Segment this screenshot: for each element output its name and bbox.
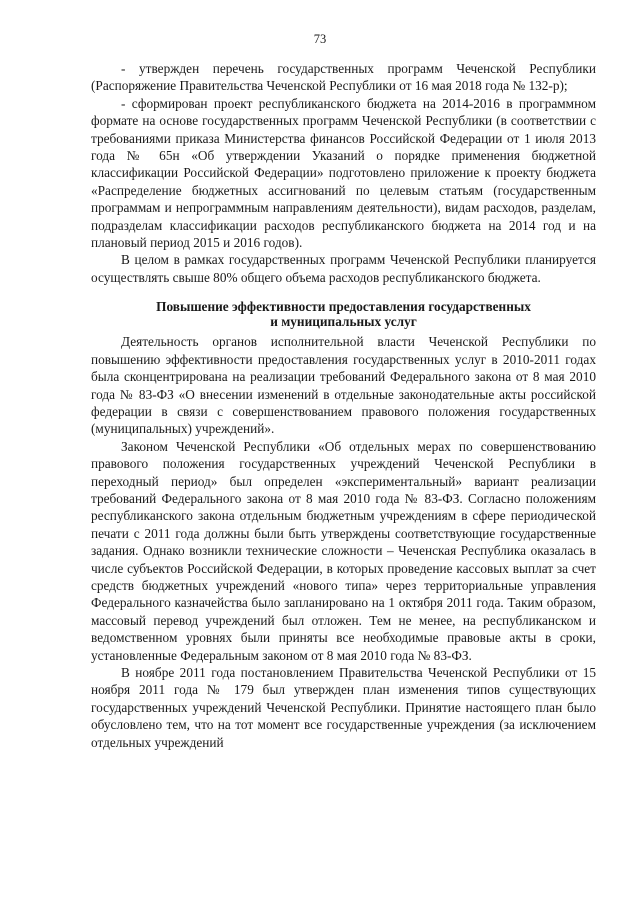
page-number: 73: [313, 32, 327, 46]
section-heading-line: и муниципальных услуг: [270, 314, 417, 330]
paragraph: В ноябре 2011 года постановлением Правительства Чеченской Республики от 15 ноября 2011 года № 179 был утвержден план изменения типов существующих государственных учреждений Чеченской Республики. Принятие настоящего план было обусловлено тем, что на тот момент все государственные учреждения (за исключением отдельных учреждений: [91, 665, 596, 750]
document-body: [91, 60, 596, 751]
paragraph: Деятельность органов исполнительной власти Чеченской Республики по повышению эффективности предоставления государственных услуг в 2010-2011 годах была сконцентрирована на реализации требований Федерального закона от 8 мая 2010 года № 83-ФЗ «О внесении изменений в отдельные законодательные акты российской федерации в связи с совершенствованием правового положения государственных (муниципальных) учреждений».: [91, 334, 596, 437]
paragraph: - сформирован проект республиканского бюджета на 2014-2016 в программном формате на основе государственных программ Чеченской Республики (в соответствии с требованиями приказа Министерства финансов Российской Федерации от 1 июля 2013 года № 65н «Об утверждении Указаний о порядке применения бюджетной классификации Российской Федерации» подготовлено приложение к проекту бюджета «Распределение бюджетных ассигнований по целевым статьям (государственным программам и непрограммным направлениям деятельности), видам расходов, разделам, подразделам классификации расходов республиканского бюджета на 2014 год и на плановый период 2015 и 2016 годов).: [91, 95, 596, 251]
section-heading: [91, 299, 596, 329]
paragraph: - утвержден перечень государственных программ Чеченской Республики (Распоряжение Правительства Чеченской Республики от 16 мая 2018 года № 132-р);: [91, 61, 596, 94]
section-heading-line: Повышение эффективности предоставления государственных: [156, 299, 531, 315]
paragraph: Законом Чеченской Республики «Об отдельных мерах по совершенствованию правового положения государственных учреждений Чеченской Республики в переходный период» был определен «экспериментальный» вариант реализации требований Федерального закона от 8 мая 2010 года № 83-ФЗ. Согласно положениям республиканского закона отдельным бюджетным учреждениям в сфере периодической печати с 2011 года должны были быть утверждены соответствующие государственные задания. Однако возникли технические сложности – Чеченская Республика оказалась в числе субъектов Российской Федерации, в которых проведение кассовых выплат за счет средств бюджетных учреждений «нового типа» через территориальные управления Федерального казначейства было запланировано на 1 октября 2011 года. Таким образом, массовый перевод учреждений был отложен. Тем не менее, на республиканском и ведомственном уровнях были приняты все необходимые правовые акты в сроки, установленные Федеральным законом от 8 мая 2010 года № 83-ФЗ.: [91, 438, 596, 663]
paragraph: В целом в рамках государственных программ Чеченской Республики планируется осуществлять свыше 80% общего объема расходов республиканского бюджета.: [91, 252, 596, 285]
